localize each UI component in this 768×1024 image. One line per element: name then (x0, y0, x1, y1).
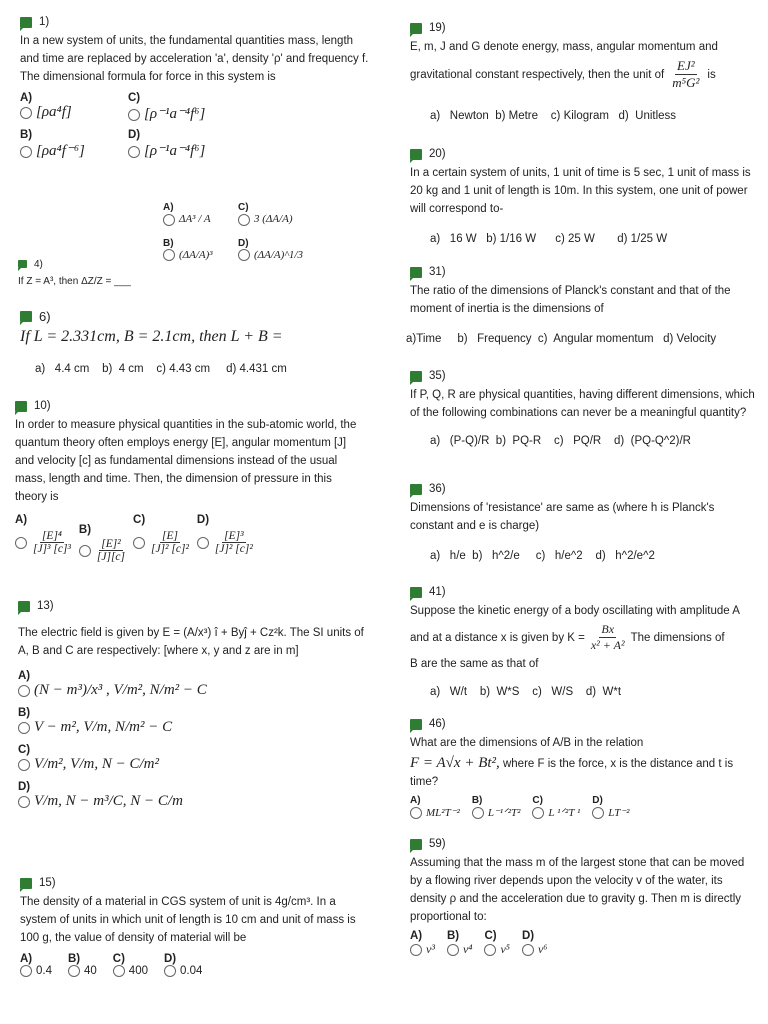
option-radio-c[interactable] (133, 537, 145, 549)
question-text: In a new system of units, the fundamental quantities mass, length and time are replaced by acceleration 'a', density 'ρ' and frequency f. The dimensional formula for force in this system is (20, 35, 369, 83)
question-text-line-2: where F is the force, x is the distance and t is time? (410, 758, 734, 788)
message-flag-icon (410, 484, 422, 495)
option-value-c: 3 (ΔA/A) (254, 213, 293, 225)
option-value-c: 400 (128, 965, 148, 978)
question-text-line-1: Suppose the kinetic energy of a body oscillating with amplitude A (410, 605, 740, 617)
option-label-a: A) (163, 202, 174, 213)
question-text-line-1: What are the dimensions of A/B in the relation (410, 737, 644, 749)
option-a-numerator: [E]⁴ (41, 530, 62, 542)
option-b-numerator: [E]² (101, 538, 121, 550)
option-label-c: C) (484, 930, 497, 942)
option-c-numerator: [E] (161, 530, 178, 542)
question-1 (20, 14, 370, 160)
answer-options: a) h/e b) h^2/e c) h/e^2 d) h^2/e^2 (430, 550, 655, 562)
question-text-line-1: E, m, J and G denote energy, mass, angular momentum and (410, 41, 718, 53)
question-number: 31) (429, 266, 446, 278)
question-41 (410, 584, 755, 701)
message-flag-icon (410, 149, 422, 160)
question-59 (410, 836, 755, 957)
option-radio-c[interactable] (18, 759, 30, 771)
option-label-d: D) (128, 129, 141, 141)
option-value-b: ν⁴ (462, 942, 473, 956)
message-flag-icon (410, 719, 422, 730)
option-value-a: [ρa⁴f] (36, 104, 72, 120)
message-flag-icon (20, 17, 32, 28)
option-c-denominator: [J]² [c]² (151, 543, 189, 555)
question-text: In order to measure physical quantities in the sub-atomic world, the quantum theory often employs energy [E], angular momentum [J] and velocity [c] as fundamental dimensions instead of the usual mass, length and time. Then, the dimension of pressure in this theory is (15, 419, 357, 503)
message-flag-icon (18, 260, 27, 268)
question-text-line-3: The dimensions of (630, 631, 725, 644)
answer-options: a) 16 W b) 1/16 W c) 25 W d) 1/25 W (430, 233, 668, 245)
question-number: 20) (429, 148, 446, 160)
option-b-denominator: [J][c] (96, 551, 126, 563)
question-6 (20, 308, 370, 378)
option-label-c: C) (133, 514, 146, 526)
option-value-a: 0.4 (36, 965, 52, 978)
question-46 (410, 716, 755, 819)
option-radio-d[interactable] (128, 146, 140, 158)
message-flag-icon (410, 587, 422, 598)
option-value-b: V − m², V/m, N/m² − C (34, 719, 173, 735)
option-label-d: D) (592, 795, 603, 806)
question-number: 13) (37, 600, 54, 612)
question-text-line-3: is (707, 68, 716, 81)
option-value-d: V/m, N − m³/C, N − C/m (34, 793, 183, 809)
option-label-b: B) (163, 237, 174, 249)
option-value-c: [ρ⁻¹a⁻⁴f⁶] (144, 106, 206, 122)
option-radio-d[interactable] (522, 944, 534, 956)
relation-equation: F = A√x + Bt², (410, 755, 500, 771)
option-value-a: ML²T⁻² (426, 807, 460, 819)
question-number: 19) (429, 22, 446, 34)
question-text: If P, Q, R are physical quantities, having different dimensions, which of the following combinations can never be a meaningful quantity? (410, 389, 755, 419)
option-label-c: C) (532, 795, 543, 806)
question-20 (410, 146, 755, 248)
answer-options: a) 4.4 cm b) 4 cm c) 4.43 cm d) 4.431 cm (35, 363, 287, 375)
option-value-b: 40 (84, 965, 97, 978)
question-31 (406, 264, 755, 348)
option-radio-b[interactable] (163, 249, 175, 261)
option-radio-c[interactable] (238, 214, 250, 226)
question-text: In a certain system of units, 1 unit of time is 5 sec, 1 unit of mass is 20 kg and 1 unit of length is 10m. In this system, one unit of power will correspond to- (410, 167, 751, 215)
option-radio-c[interactable] (128, 109, 140, 121)
option-radio-d[interactable] (164, 965, 176, 977)
option-label-a: A) (20, 92, 33, 104)
question-number: 46) (429, 718, 446, 730)
question-text-line-4: B are the same as that of (410, 658, 539, 670)
option-label-b: B) (68, 953, 81, 965)
question-text: The electric field is given by E = (A/x³) î + Byĵ + Cz²k. The SI units of A, B and C are respectively: [where x, y and z are in m] (18, 627, 364, 657)
answer-options: a)Time b) Frequency c) Angular momentum d) Velocity (406, 333, 717, 345)
option-value-c: ν⁵ (500, 942, 510, 956)
question-number: 36) (429, 483, 446, 495)
option-radio-b[interactable] (20, 146, 32, 158)
question-text: If L = 2.331cm, B = 2.1cm, then L + B = (20, 328, 283, 345)
option-value-d: 0.04 (179, 965, 203, 978)
message-flag-icon (410, 23, 422, 34)
option-label-c: C) (18, 744, 31, 756)
question-15 (20, 875, 370, 977)
option-label-d: D) (238, 237, 249, 249)
option-value-a: (N − m³)/x³ , V/m², N/m² − C (34, 682, 207, 698)
option-radio-b[interactable] (447, 944, 459, 956)
option-label-a: A) (410, 795, 421, 806)
question-number: 1) (39, 16, 50, 28)
option-radio-a[interactable] (410, 944, 422, 956)
option-value-c: L ¹ᐟ²T ¹ (548, 807, 581, 819)
option-radio-c[interactable] (113, 965, 125, 977)
option-radio-d[interactable] (18, 796, 30, 808)
question-text: Assuming that the mass m of the largest stone that can be moved by a flowing river depends upon the velocity v of the water, its density ρ and the acceleration due to gravity g. Then m is directly proportional to: (410, 857, 745, 923)
option-radio-d[interactable] (238, 249, 250, 261)
option-a-denominator: [J]³ [c]³ (33, 543, 71, 555)
message-flag-icon (410, 371, 422, 382)
option-radio-c[interactable] (532, 807, 544, 819)
option-label-b: B) (20, 129, 33, 141)
option-label-d: D) (521, 930, 535, 942)
option-radio-b[interactable] (18, 722, 30, 734)
option-label-c: C) (238, 202, 249, 213)
option-radio-a[interactable] (18, 685, 30, 697)
question-text: The density of a material in CGS system of unit is 4g/cm³. In a system of units in which unit of length is 10 cm and unit of mass is 100 g, the value of density of material will be (20, 896, 356, 944)
option-value-d: [ρ⁻¹a⁻⁴f⁶] (144, 143, 206, 159)
option-label-a: A) (18, 670, 31, 682)
option-label-b: B) (446, 930, 460, 942)
option-label-a: A) (410, 930, 423, 942)
question-text-line-2: gravitational constant respectively, then the unit of (410, 68, 665, 81)
answer-options: a) (P-Q)/R b) PQ-R c) PQ/R d) (PQ-Q^2)/R (430, 435, 691, 447)
question-text-line-2: and at a distance x is given by K = (410, 631, 585, 644)
option-radio-d[interactable] (197, 537, 209, 549)
option-radio-a[interactable] (410, 807, 422, 819)
question-13 (18, 598, 368, 810)
option-value-b: [ρa⁴f⁻⁶] (36, 143, 85, 159)
question-number: 59) (429, 838, 446, 850)
question-35 (410, 368, 755, 450)
fraction-denominator: x² + A² (590, 638, 625, 652)
option-d-denominator: [J]² [c]² (214, 543, 253, 555)
question-text: Dimensions of 'resistance' are same as (where h is Planck's constant and e is charge) (410, 502, 715, 532)
option-label-c: C) (128, 92, 141, 104)
option-radio-a[interactable] (15, 537, 27, 549)
option-value-a: ΔA³ / A (179, 213, 211, 225)
option-radio-b[interactable] (68, 965, 80, 977)
answer-options: a) Newton b) Metre c) Kilogram d) Unitless (430, 110, 677, 122)
question-number: 15) (39, 877, 56, 889)
fraction-denominator: m⁵G² (672, 75, 700, 90)
option-label-d: D) (196, 514, 210, 526)
option-label-d: D) (18, 781, 31, 793)
option-label-a: A) (20, 953, 33, 965)
message-flag-icon (18, 601, 30, 612)
option-label-a: A) (15, 514, 28, 526)
option-label-c: C) (112, 953, 125, 965)
option-radio-b[interactable] (79, 545, 91, 557)
question-number: 35) (429, 370, 446, 382)
message-flag-icon (20, 311, 32, 322)
option-label-b: B) (471, 795, 483, 806)
message-flag-icon (410, 267, 422, 278)
question-number: 6) (39, 308, 51, 324)
option-label-d: D) (163, 953, 177, 965)
fraction-numerator: EJ² (677, 58, 695, 73)
option-label-b: B) (18, 707, 31, 719)
option-d-numerator: [E]³ (224, 530, 244, 542)
option-radio-c[interactable] (484, 944, 496, 956)
option-label-b: B) (78, 524, 92, 536)
message-flag-icon (410, 839, 422, 850)
message-flag-icon (20, 878, 32, 889)
option-radio-a[interactable] (163, 214, 175, 226)
option-value-d: LT⁻² (608, 807, 630, 819)
option-value-b: (ΔA/A)³ (179, 248, 213, 261)
option-value-c: V/m², V/m, N − C/m² (34, 756, 159, 772)
option-value-a: ν³ (426, 942, 435, 956)
answer-options: a) W/t b) W*S c) W/S d) W*t (430, 686, 622, 698)
option-radio-a[interactable] (20, 965, 32, 977)
question-36 (410, 481, 755, 565)
option-value-b: L⁻¹ᐟ²T² (487, 807, 521, 819)
option-value-d: (ΔA/A)^1/3 (254, 248, 303, 261)
option-radio-b[interactable] (472, 807, 484, 819)
question-number: 41) (429, 586, 446, 598)
question-10 (15, 398, 365, 563)
question-number: 10) (34, 400, 51, 412)
question-19 (410, 20, 755, 125)
option-radio-a[interactable] (20, 107, 32, 119)
option-value-d: ν⁶ (537, 942, 548, 956)
fraction-numerator: Bx (601, 622, 615, 636)
question-number: 4) (34, 258, 43, 270)
question-text: If Z = A³, then ΔZ/Z = ___ (18, 276, 131, 287)
message-flag-icon (15, 401, 27, 412)
option-radio-d[interactable] (592, 807, 604, 819)
question-text: The ratio of the dimensions of Planck's constant and that of the moment of inertia is the dimensions of (410, 285, 731, 315)
